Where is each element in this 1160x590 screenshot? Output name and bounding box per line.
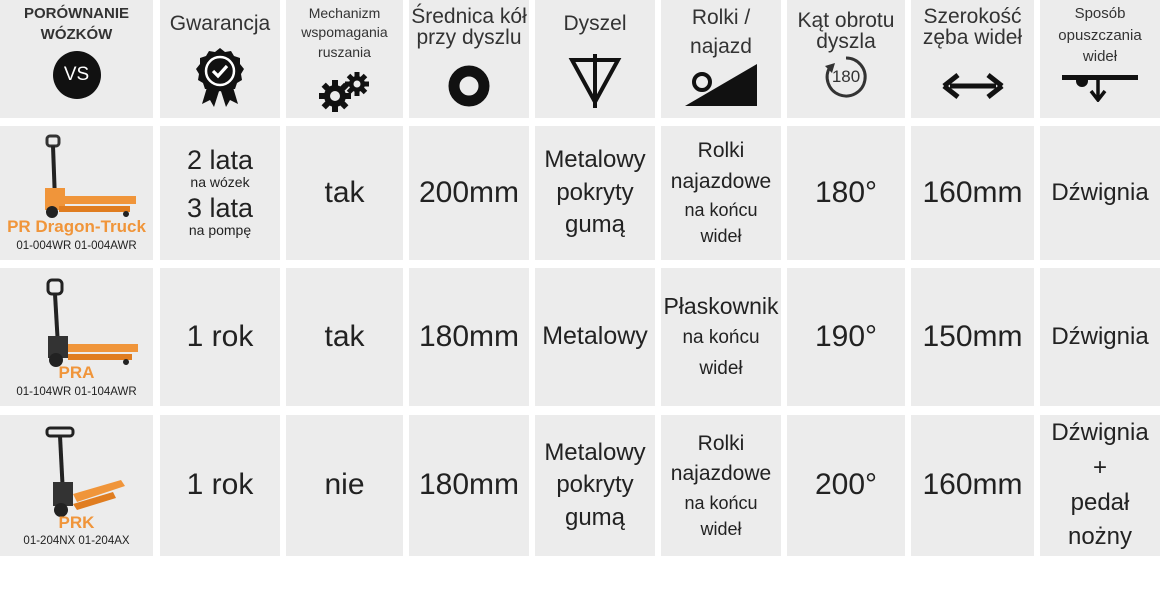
drawbar-cell [535,268,655,406]
angle-value: 180° [814,175,878,209]
header-mechanism-3: ruszania [318,43,371,60]
ramp-roller-icon [683,60,759,108]
drawbar-icon [568,54,622,108]
header-angle-2: dyszla [816,30,876,53]
rotation-icon-label: 180 [831,67,861,86]
header-width-1: Szerokość [923,5,1022,28]
product-codes: 01-004WR 01-004AWR [16,239,137,252]
drawbar-cell [535,415,655,556]
header-mechanism-2: wspomagania [301,24,388,41]
warranty-a: 2 lata [186,145,254,176]
header-rollers-1: Rolki / [691,6,751,29]
warranty-badge-icon [194,46,246,108]
product-cell-prk [0,415,153,556]
vs-label: VS [63,64,90,85]
drawbar-line-3: gumą [564,503,626,531]
product-codes: 01-204NX 01-204AX [23,535,130,548]
width-cell [911,415,1034,556]
wheel-cell [409,126,529,260]
rollers-cell [661,126,781,260]
width-cell [911,126,1034,260]
mechanism-cell [286,415,403,556]
width-value: 160mm [922,468,1023,502]
warranty-cell [160,268,280,406]
rollers-line-2: najazdowe [670,462,772,486]
header-lowering-1: Sposób [1074,5,1126,22]
compare-title-1: PORÓWNANIE [24,5,129,22]
header-wheel-1: Średnica kół [411,5,527,28]
header-mechanism-1: Mechanizm [308,5,381,21]
lowering-cell [1040,126,1160,260]
rollers-line-3: na końcu [684,200,758,221]
rollers-line-4: wideł [700,226,742,247]
header-width-2: zęba wideł [922,26,1023,49]
lowering-line-3: pedał [1070,488,1130,516]
rollers-line-3: na końcu [684,492,758,513]
width-value: 160mm [922,175,1023,209]
mechanism-cell [286,268,403,406]
rotation-icon [823,54,869,100]
wheel-cell [409,268,529,406]
lowering-icon [1060,70,1140,102]
vs-badge [53,51,101,99]
lowering-value: Dźwignia [1051,322,1149,350]
mechanism-value: tak [324,319,365,353]
header-compare [0,0,153,118]
warranty-a-sub: na wózek [190,174,250,191]
warranty-b-sub: na pompę [188,222,252,238]
double-arrow-icon [942,72,1004,100]
product-name: PRK [58,512,95,532]
rollers-cell [661,415,781,556]
drawbar-line-2: pokryty [556,178,634,206]
mechanism-cell [286,126,403,260]
angle-cell [787,415,905,556]
rollers-line-2: na końcu [682,327,760,349]
lowering-line-2: + [1092,453,1107,481]
header-lowering [1040,0,1160,118]
warranty-cell [160,415,280,556]
lowering-line-4: nożny [1067,523,1133,551]
header-mechanism [286,0,403,118]
angle-value: 200° [814,468,878,502]
drawbar-line-3: gumą [564,211,626,239]
drawbar-cell [535,126,655,260]
rollers-line-4: wideł [700,518,742,539]
angle-cell [787,268,905,406]
rollers-line-1: Rolki [697,139,745,163]
rollers-line-2: najazdowe [670,169,772,193]
header-drawbar-label: Dyszel [563,12,627,35]
wheel-value: 200mm [418,175,520,209]
header-rollers [661,0,781,118]
lowering-line-1: Dźwignia [1051,418,1149,446]
angle-value: 190° [814,319,878,353]
mechanism-value: nie [324,468,365,502]
header-wheel-diameter [409,0,529,118]
width-cell [911,268,1034,406]
drawbar-line-1: Metalowy [544,146,646,174]
gears-icon [315,72,375,112]
header-lowering-3: wideł [1082,48,1118,65]
pallet-truck-image [12,134,142,222]
header-warranty-label: Gwarancja [169,12,271,35]
header-fork-width [911,0,1034,118]
warranty-value: 1 rok [186,319,254,353]
header-lowering-2: opuszczania [1058,26,1142,44]
header-angle [787,0,905,118]
wheel-value: 180mm [418,468,520,502]
drawbar-line-2: pokryty [556,471,634,499]
header-angle-1: Kąt obrotu [797,9,895,32]
warranty-value: 1 rok [186,468,254,502]
lowering-value: Dźwignia [1051,178,1149,206]
product-codes: 01-104WR 01-104AWR [16,385,137,398]
product-name: PR Dragon-Truck [7,217,146,237]
lowering-cell [1040,415,1160,556]
width-value: 150mm [922,319,1023,353]
warranty-b: 3 lata [186,193,254,223]
mechanism-value: tak [324,175,365,209]
rollers-line-1: Rolki [697,431,745,455]
pallet-truck-image [14,276,140,370]
product-name: PRA [58,363,95,383]
warranty-cell [160,126,280,260]
pallet-truck-image [17,424,137,520]
wheel-cell [409,415,529,556]
wheel-icon [447,64,491,108]
drawbar-value: Metalowy [542,322,648,351]
rollers-line-3: wideł [699,357,743,379]
lowering-cell [1040,268,1160,406]
product-cell-pra [0,268,153,406]
compare-title-2: WÓZKÓW [40,25,113,43]
product-cell-dragon [0,126,153,260]
rollers-cell [661,268,781,406]
header-rollers-2: najazd [690,35,752,59]
header-warranty [160,0,280,118]
header-wheel-2: przy dyszlu [416,26,522,49]
angle-cell [787,126,905,260]
drawbar-line-1: Metalowy [544,438,646,466]
header-drawbar [535,0,655,118]
rollers-line-1: Płaskownik [663,292,779,319]
wheel-value: 180mm [418,319,520,353]
